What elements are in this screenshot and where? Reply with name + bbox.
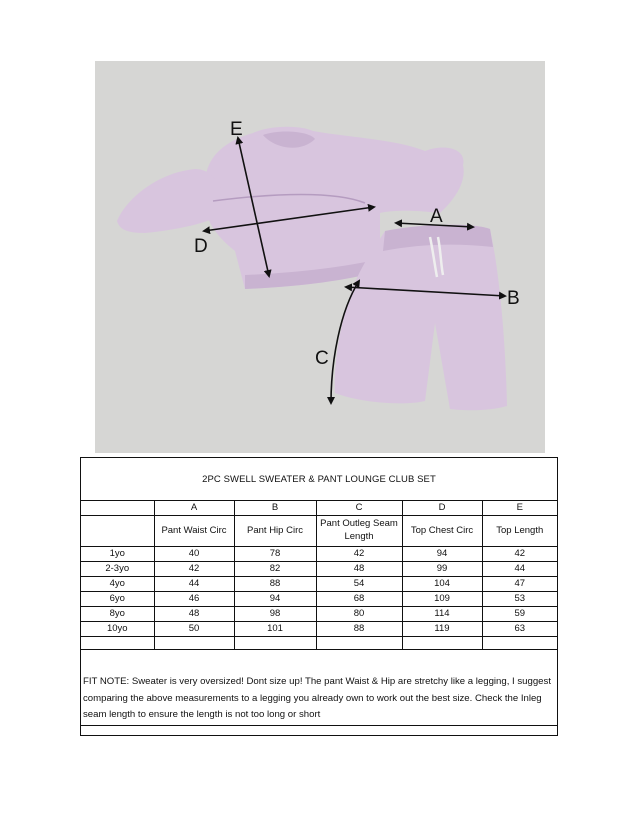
table-cell: 88 xyxy=(234,577,316,592)
fit-note: FIT NOTE: Sweater is very oversized! Dont size up! The pant Waist & Hip are stretchy like a legging, I suggest comparing the above measurements to a legging you already own to work out the best size. Check the Inleg seam length to ensure the length is not too long or short xyxy=(83,676,551,720)
table-cell: 114 xyxy=(402,607,482,622)
table-cell xyxy=(482,637,557,650)
column-letter: A xyxy=(154,501,234,516)
table-cell: 42 xyxy=(316,547,402,562)
label-d: D xyxy=(194,236,208,257)
table-cell: 109 xyxy=(402,592,482,607)
table-cell: 50 xyxy=(154,622,234,637)
column-header: Pant Hip Circ xyxy=(234,516,316,547)
table-cell: 78 xyxy=(234,547,316,562)
table-row xyxy=(81,607,557,622)
label-a: A xyxy=(430,206,443,227)
size-label: 1yo xyxy=(81,547,154,562)
table-cell: 94 xyxy=(234,592,316,607)
table-cell xyxy=(154,637,234,650)
size-label: 4yo xyxy=(81,577,154,592)
table-letter-row xyxy=(81,501,557,516)
table-cell xyxy=(81,516,154,547)
table-row xyxy=(81,547,557,562)
table-cell: 119 xyxy=(402,622,482,637)
table-cell: 99 xyxy=(402,562,482,577)
column-letter: E xyxy=(482,501,557,516)
column-letter: D xyxy=(402,501,482,516)
size-label: 6yo xyxy=(81,592,154,607)
table-cell xyxy=(234,637,316,650)
table-header-row xyxy=(81,516,557,547)
table-cell: 42 xyxy=(482,547,557,562)
size-label: 2-3yo xyxy=(81,562,154,577)
product-photo xyxy=(95,61,545,453)
size-chart-title: 2PC SWELL SWEATER & PANT LOUNGE CLUB SET xyxy=(202,473,436,485)
table-cell: 48 xyxy=(316,562,402,577)
table-cell: 82 xyxy=(234,562,316,577)
table-cell xyxy=(81,501,154,516)
table-cell: 94 xyxy=(402,547,482,562)
table-cell xyxy=(316,637,402,650)
measurement-diagram xyxy=(95,61,545,453)
size-label: 10yo xyxy=(81,622,154,637)
table-cell: 47 xyxy=(482,577,557,592)
table-cell: 40 xyxy=(154,547,234,562)
table-cell: 101 xyxy=(234,622,316,637)
table-cell: 63 xyxy=(482,622,557,637)
column-header: Top Chest Circ xyxy=(402,516,482,547)
table-row xyxy=(81,592,557,607)
column-letter: B xyxy=(234,501,316,516)
table-cell: 68 xyxy=(316,592,402,607)
table-cell: 88 xyxy=(316,622,402,637)
table-cell: 80 xyxy=(316,607,402,622)
table-cell: 59 xyxy=(482,607,557,622)
column-letter: C xyxy=(316,501,402,516)
table-cell: 98 xyxy=(234,607,316,622)
table-cell: 54 xyxy=(316,577,402,592)
label-e: E xyxy=(230,119,243,140)
table-cell: 104 xyxy=(402,577,482,592)
table-row xyxy=(81,577,557,592)
label-c: C xyxy=(315,348,329,369)
table-cell xyxy=(402,637,482,650)
table-cell: 42 xyxy=(154,562,234,577)
table-row xyxy=(81,622,557,637)
table-row xyxy=(81,562,557,577)
table-cell: 46 xyxy=(154,592,234,607)
table-blank-row xyxy=(81,637,557,650)
table-cell: 44 xyxy=(482,562,557,577)
table-cell: 53 xyxy=(482,592,557,607)
column-header: Top Length xyxy=(482,516,557,547)
size-chart xyxy=(80,457,558,736)
table-cell xyxy=(81,637,154,650)
table-cell: 48 xyxy=(154,607,234,622)
label-b: B xyxy=(507,288,520,309)
table-cell: 44 xyxy=(154,577,234,592)
note-divider xyxy=(81,725,557,726)
size-table xyxy=(81,500,557,650)
size-label: 8yo xyxy=(81,607,154,622)
column-header: Pant Outleg Seam Length xyxy=(316,516,402,547)
column-header: Pant Waist Circ xyxy=(154,516,234,547)
